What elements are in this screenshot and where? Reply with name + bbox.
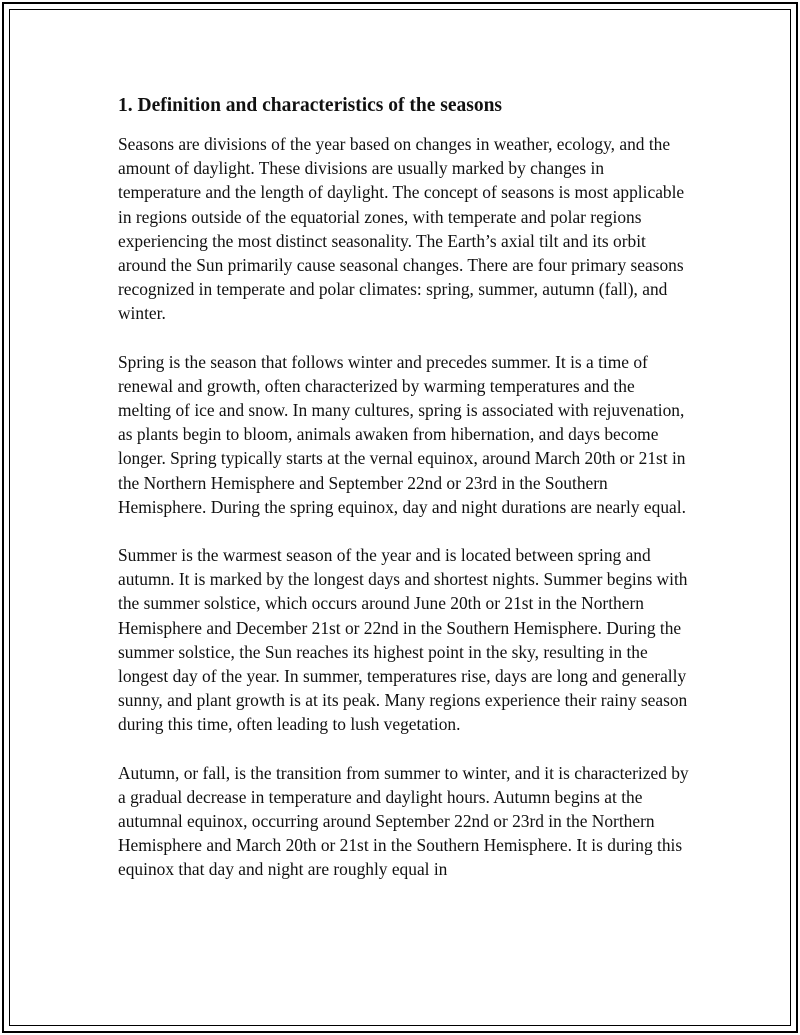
section-heading: 1. Definition and characteristics of the seasons — [118, 95, 503, 116]
document-body — [118, 94, 690, 882]
paragraph-summer: Summer is the warmest season of the year and is located between spring and autumn. It is marked by the longest days and shortest nights. Summer begins with the summer solstice, which occurs around June 20th or 21st in the Northern Hemisphere and December 21st or 22nd in the Southern Hemisphere. During the summer solstice, the Sun reaches its highest point in the sky, resulting in the longest day of the year. In summer, temperatures rise, days are long and generally sunny, and plant growth is at its peak. Many regions experience their rainy season during this time, often leading to lush vegetation. — [118, 545, 688, 735]
paragraph-autumn: Autumn, or fall, is the transition from summer to winter, and it is characterized by a gradual decrease in temperature and daylight hours. Autumn begins at the autumnal equinox, occurring around September 22nd or 23rd in the Northern Hemisphere and March 20th or 21st in the Southern Hemisphere. It is during this equinox that day and night are roughly equal in — [118, 762, 689, 880]
paragraph-spring: Spring is the season that follows winter and precedes summer. It is a time of renewal and growth, often characterized by warming temperatures and the melting of ice and snow. In many cultures, spring is associated with rejuvenation, as plants begin to bloom, animals awaken from hibernation, and days become longer. Spring typically starts at the vernal equinox, around March 20th or 21st in the Northern Hemisphere and September 22nd or 23rd in the Southern Hemisphere. During the spring equinox, day and night durations are nearly equal. — [118, 351, 686, 517]
paragraph-seasons-intro: Seasons are divisions of the year based on changes in weather, ecology, and the amount of daylight. These divisions are usually marked by changes in temperature and the length of daylight. The concept of seasons is most applicable in regions outside of the equatorial zones, with temperate and polar regions experiencing the most distinct seasonality. The Earth’s axial tilt and its orbit around the Sun primarily cause seasonal changes. There are four primary seasons recognized in temperate and polar climates: spring, summer, autumn (fall), and winter. — [118, 134, 685, 324]
